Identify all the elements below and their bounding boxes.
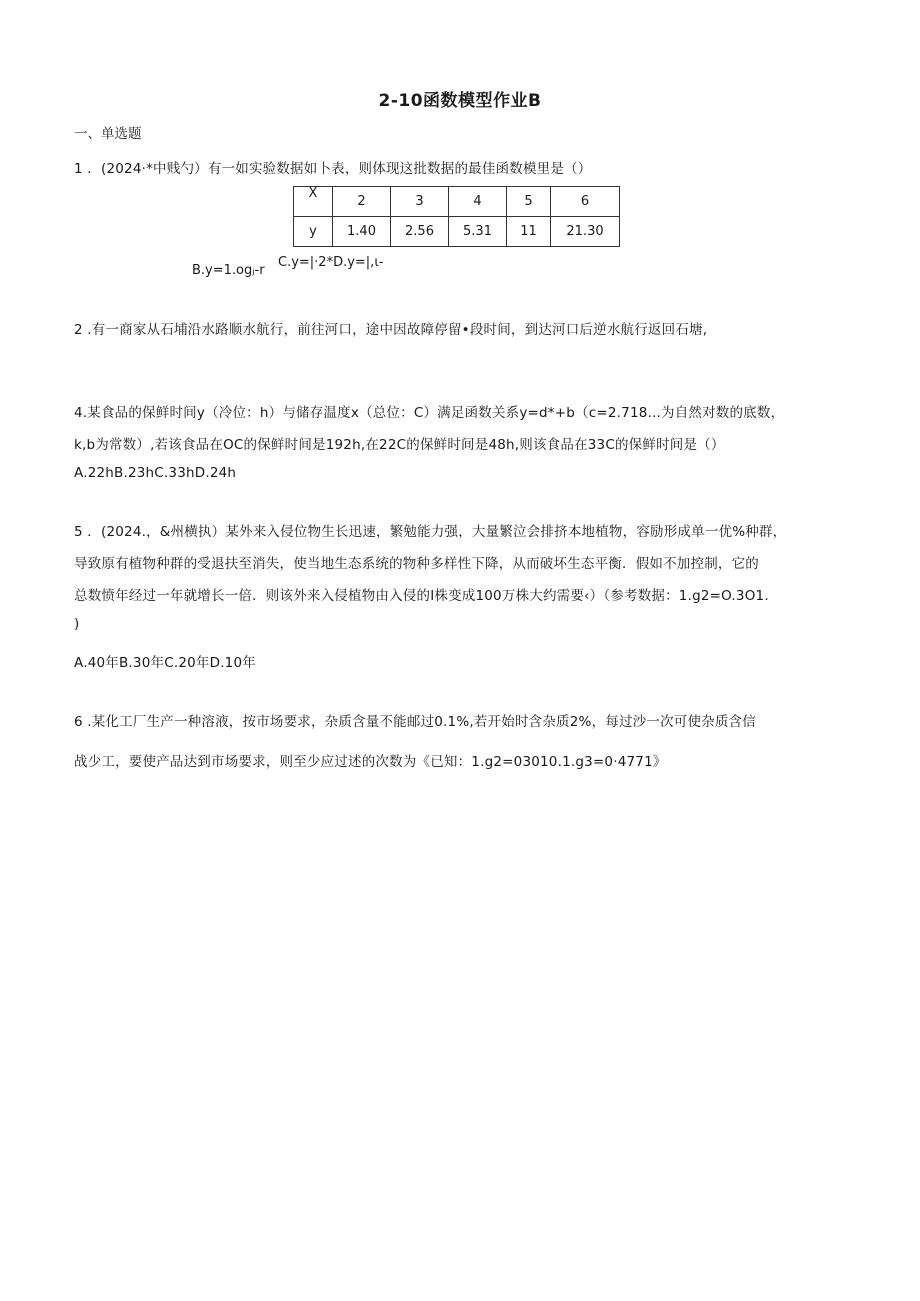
page-title: 2-10函数模型作业B (378, 91, 542, 111)
table-row-x (294, 187, 620, 217)
question-2-text: 2 .有一商家从石埔沿水路顺水航行，前往河口，途中因故障停留•段时间，到达河口后逆水航行返回石塘, (74, 322, 708, 338)
data-table (293, 186, 620, 247)
table-cell: 4 (449, 187, 507, 217)
question-6-line-2: 战少工，要使产品达到市场要求，则至少应过述的次数为《已知：1.g2=03010.1.g3=0·4771》 (74, 754, 667, 770)
table-cell: 2 (333, 187, 391, 217)
section-heading: 一、单选题 (74, 126, 142, 142)
question-6-line-1: 6 .某化工厂生产一种溶液，按市场要求，杂质含量不能邮过0.1%,若开始时含杂质2%，每过沙一次可使杂质含信 (74, 714, 756, 730)
question-5-line-4: ) (74, 616, 80, 632)
table-cell: 6 (551, 187, 620, 217)
question-4-line-2: k,b为常数）,若该食品在OC的保鲜时间是192h,在22C的保鲜时间是48h,则该食品在33C的保鲜时间是（） (74, 437, 725, 453)
table-cell: X (294, 187, 333, 217)
question-4-line-1: 4.某食品的保鲜时间y（冷位：h）与储存温度x（总位：C）满足函数关系y=d*+b（c=2.718...为自然对数的底数， (74, 405, 785, 421)
table-cell: 2.56 (391, 217, 449, 247)
question-5-options: A.40年B.30年C.20年D.10年 (74, 655, 256, 671)
table-row-y (294, 217, 620, 247)
question-1-option-b: B.y=1.ogⱼ-r (192, 263, 265, 278)
table-cell: 11 (507, 217, 551, 247)
table-cell: 5.31 (449, 217, 507, 247)
question-5-line-1: 5 ．(2024.，&州横执）某外来入侵位物生长迅速，繁勉能力强，大量繁泣会排挤本地植物，容励形成单一优%种群， (74, 524, 787, 540)
question-5-line-3: 总数愤年经过一年就增长一倍．则该外来入侵植物由入侵的I株变成100万株大约需要‹）（参考数据：1.g2=O.3O1. (74, 588, 769, 604)
question-1-options-cd: C.y=|·2*D.y=|,ι- (278, 255, 384, 270)
table-cell: y (294, 217, 333, 247)
table-cell: 3 (391, 187, 449, 217)
question-4-options: A.22hB.23hC.33hD.24h (74, 465, 237, 481)
question-1-text: 1 ．(2024·*中贱勺）有一如实验数据如卜表，则体现这批数据的最佳函数模里是（） (74, 161, 592, 177)
table-cell: 21.30 (551, 217, 620, 247)
table-cell: 5 (507, 187, 551, 217)
table-cell: 1.40 (333, 217, 391, 247)
question-5-line-2: 导致原有植物种群的受退扶至消失，使当地生态系统的物种多样性下降，从而破坏生态平衡．假如不加控制，它的 (74, 556, 759, 572)
